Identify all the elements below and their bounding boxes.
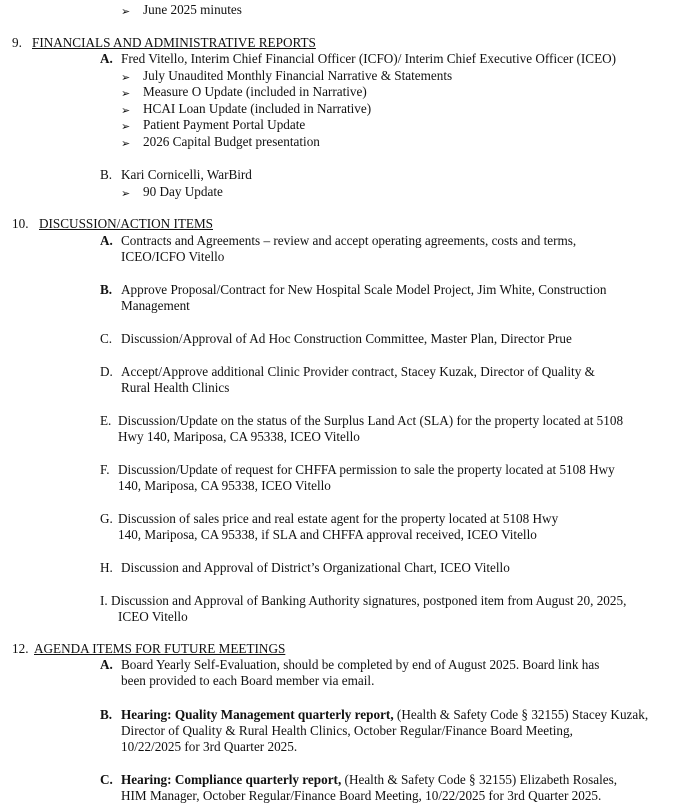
- item-letter: E.: [100, 413, 112, 428]
- item-text: Hwy 140, Mariposa, CA 95338, ICEO Vitello: [118, 429, 360, 444]
- section-number: 12.: [12, 641, 29, 656]
- hearing-label: Hearing: Compliance quarterly report,: [121, 772, 342, 787]
- list-item: Patient Payment Portal Update: [143, 117, 306, 132]
- item-letter: G.: [100, 511, 113, 526]
- item-text: 10/22/2025 for 3rd Quarter 2025.: [121, 739, 298, 754]
- item-letter: A.: [100, 51, 113, 66]
- hearing-label: Hearing: Quality Management quarterly report,: [121, 707, 394, 722]
- item-text: [121, 772, 617, 789]
- section-number: 9.: [12, 35, 22, 50]
- item-text: Approve Proposal/Contract for New Hospital Scale Model Project, Jim White, Construction: [121, 282, 607, 297]
- item-letter: C.: [100, 331, 113, 346]
- item-text: [121, 707, 648, 724]
- section-title: DISCUSSION/ACTION ITEMS: [39, 216, 214, 231]
- item-text: Discussion/Approval of Ad Hoc Construction Committee, Master Plan, Director Prue: [121, 331, 572, 346]
- section-number: 10.: [12, 216, 29, 231]
- list-item: 2026 Capital Budget presentation: [143, 134, 320, 149]
- item-text: Director of Quality & Rural Health Clinics, October Regular/Finance Board Meeting,: [121, 723, 573, 738]
- item-letter: C.: [100, 772, 113, 787]
- section-title: AGENDA ITEMS FOR FUTURE MEETINGS: [34, 641, 286, 656]
- item-letter: A.: [100, 233, 113, 248]
- item-text: Discussion/Update on the status of the Surplus Land Act (SLA) for the property located at 5108: [118, 413, 624, 428]
- item-text: ICEO Vitello: [118, 609, 188, 624]
- item-text: Fred Vitello, Interim Chief Financial Officer (ICFO)/ Interim Chief Executive Officer (ICEO): [121, 51, 617, 66]
- item-letter: F.: [100, 462, 110, 477]
- section-title: FINANCIALS AND ADMINISTRATIVE REPORTS: [32, 35, 316, 50]
- arrow-bullet-icon: ➢: [121, 87, 131, 100]
- item-letter: H.: [100, 560, 113, 575]
- list-item: July Unaudited Monthly Financial Narrative & Statements: [143, 68, 453, 83]
- item-text: Management: [121, 298, 190, 313]
- item-letter: B.: [100, 167, 113, 182]
- list-item: June 2025 minutes: [143, 2, 242, 17]
- item-text: Discussion of sales price and real estate agent for the property located at 5108 Hwy: [118, 511, 559, 526]
- item-text: ICEO/ICFO Vitello: [121, 249, 225, 264]
- item-text: Accept/Approve additional Clinic Provider contract, Stacey Kuzak, Director of Quality &: [121, 364, 595, 379]
- item-text: Discussion/Update of request for CHFFA permission to sale the property located at 5108 Hwy: [118, 462, 615, 477]
- item-text: Rural Health Clinics: [121, 380, 230, 395]
- item-text: HIM Manager, October Regular/Finance Board Meeting, 10/22/2025 for 3rd Quarter 2025.: [121, 788, 602, 803]
- arrow-bullet-icon: ➢: [121, 71, 131, 84]
- item-letter: A.: [100, 657, 113, 672]
- item-letter: B.: [100, 707, 113, 722]
- arrow-bullet-icon: ➢: [121, 120, 131, 133]
- item-text: 140, Mariposa, CA 95338, ICEO Vitello: [118, 478, 331, 493]
- item-text: Kari Cornicelli, WarBird: [121, 167, 252, 182]
- item-letter: D.: [100, 364, 113, 379]
- item-text-rest: (Health & Safety Code § 32155) Stacey Kuzak,: [393, 707, 649, 722]
- arrow-bullet-icon: ➢: [121, 5, 131, 18]
- arrow-bullet-icon: ➢: [121, 137, 131, 150]
- item-text: Discussion and Approval of Banking Authority signatures, postponed item from August 20, 2025,: [111, 593, 627, 608]
- arrow-bullet-icon: ➢: [121, 104, 131, 117]
- item-text: Discussion and Approval of District’s Organizational Chart, ICEO Vitello: [121, 560, 510, 575]
- list-item: Measure O Update (included in Narrative): [143, 84, 367, 99]
- arrow-bullet-icon: ➢: [121, 187, 131, 200]
- item-text: 140, Mariposa, CA 95338, if SLA and CHFFA approval received, ICEO Vitello: [118, 527, 537, 542]
- list-item: 90 Day Update: [143, 184, 223, 199]
- item-letter: B.: [100, 282, 113, 297]
- item-text-rest: (Health & Safety Code § 32155) Elizabeth Rosales,: [341, 772, 618, 787]
- item-text: Contracts and Agreements – review and accept operating agreements, costs and terms,: [121, 233, 577, 248]
- list-item: HCAI Loan Update (included in Narrative): [143, 101, 372, 116]
- item-letter: I.: [100, 593, 108, 608]
- item-text: Board Yearly Self-Evaluation, should be completed by end of August 2025. Board link has: [121, 657, 600, 672]
- item-text: been provided to each Board member via email.: [121, 673, 375, 688]
